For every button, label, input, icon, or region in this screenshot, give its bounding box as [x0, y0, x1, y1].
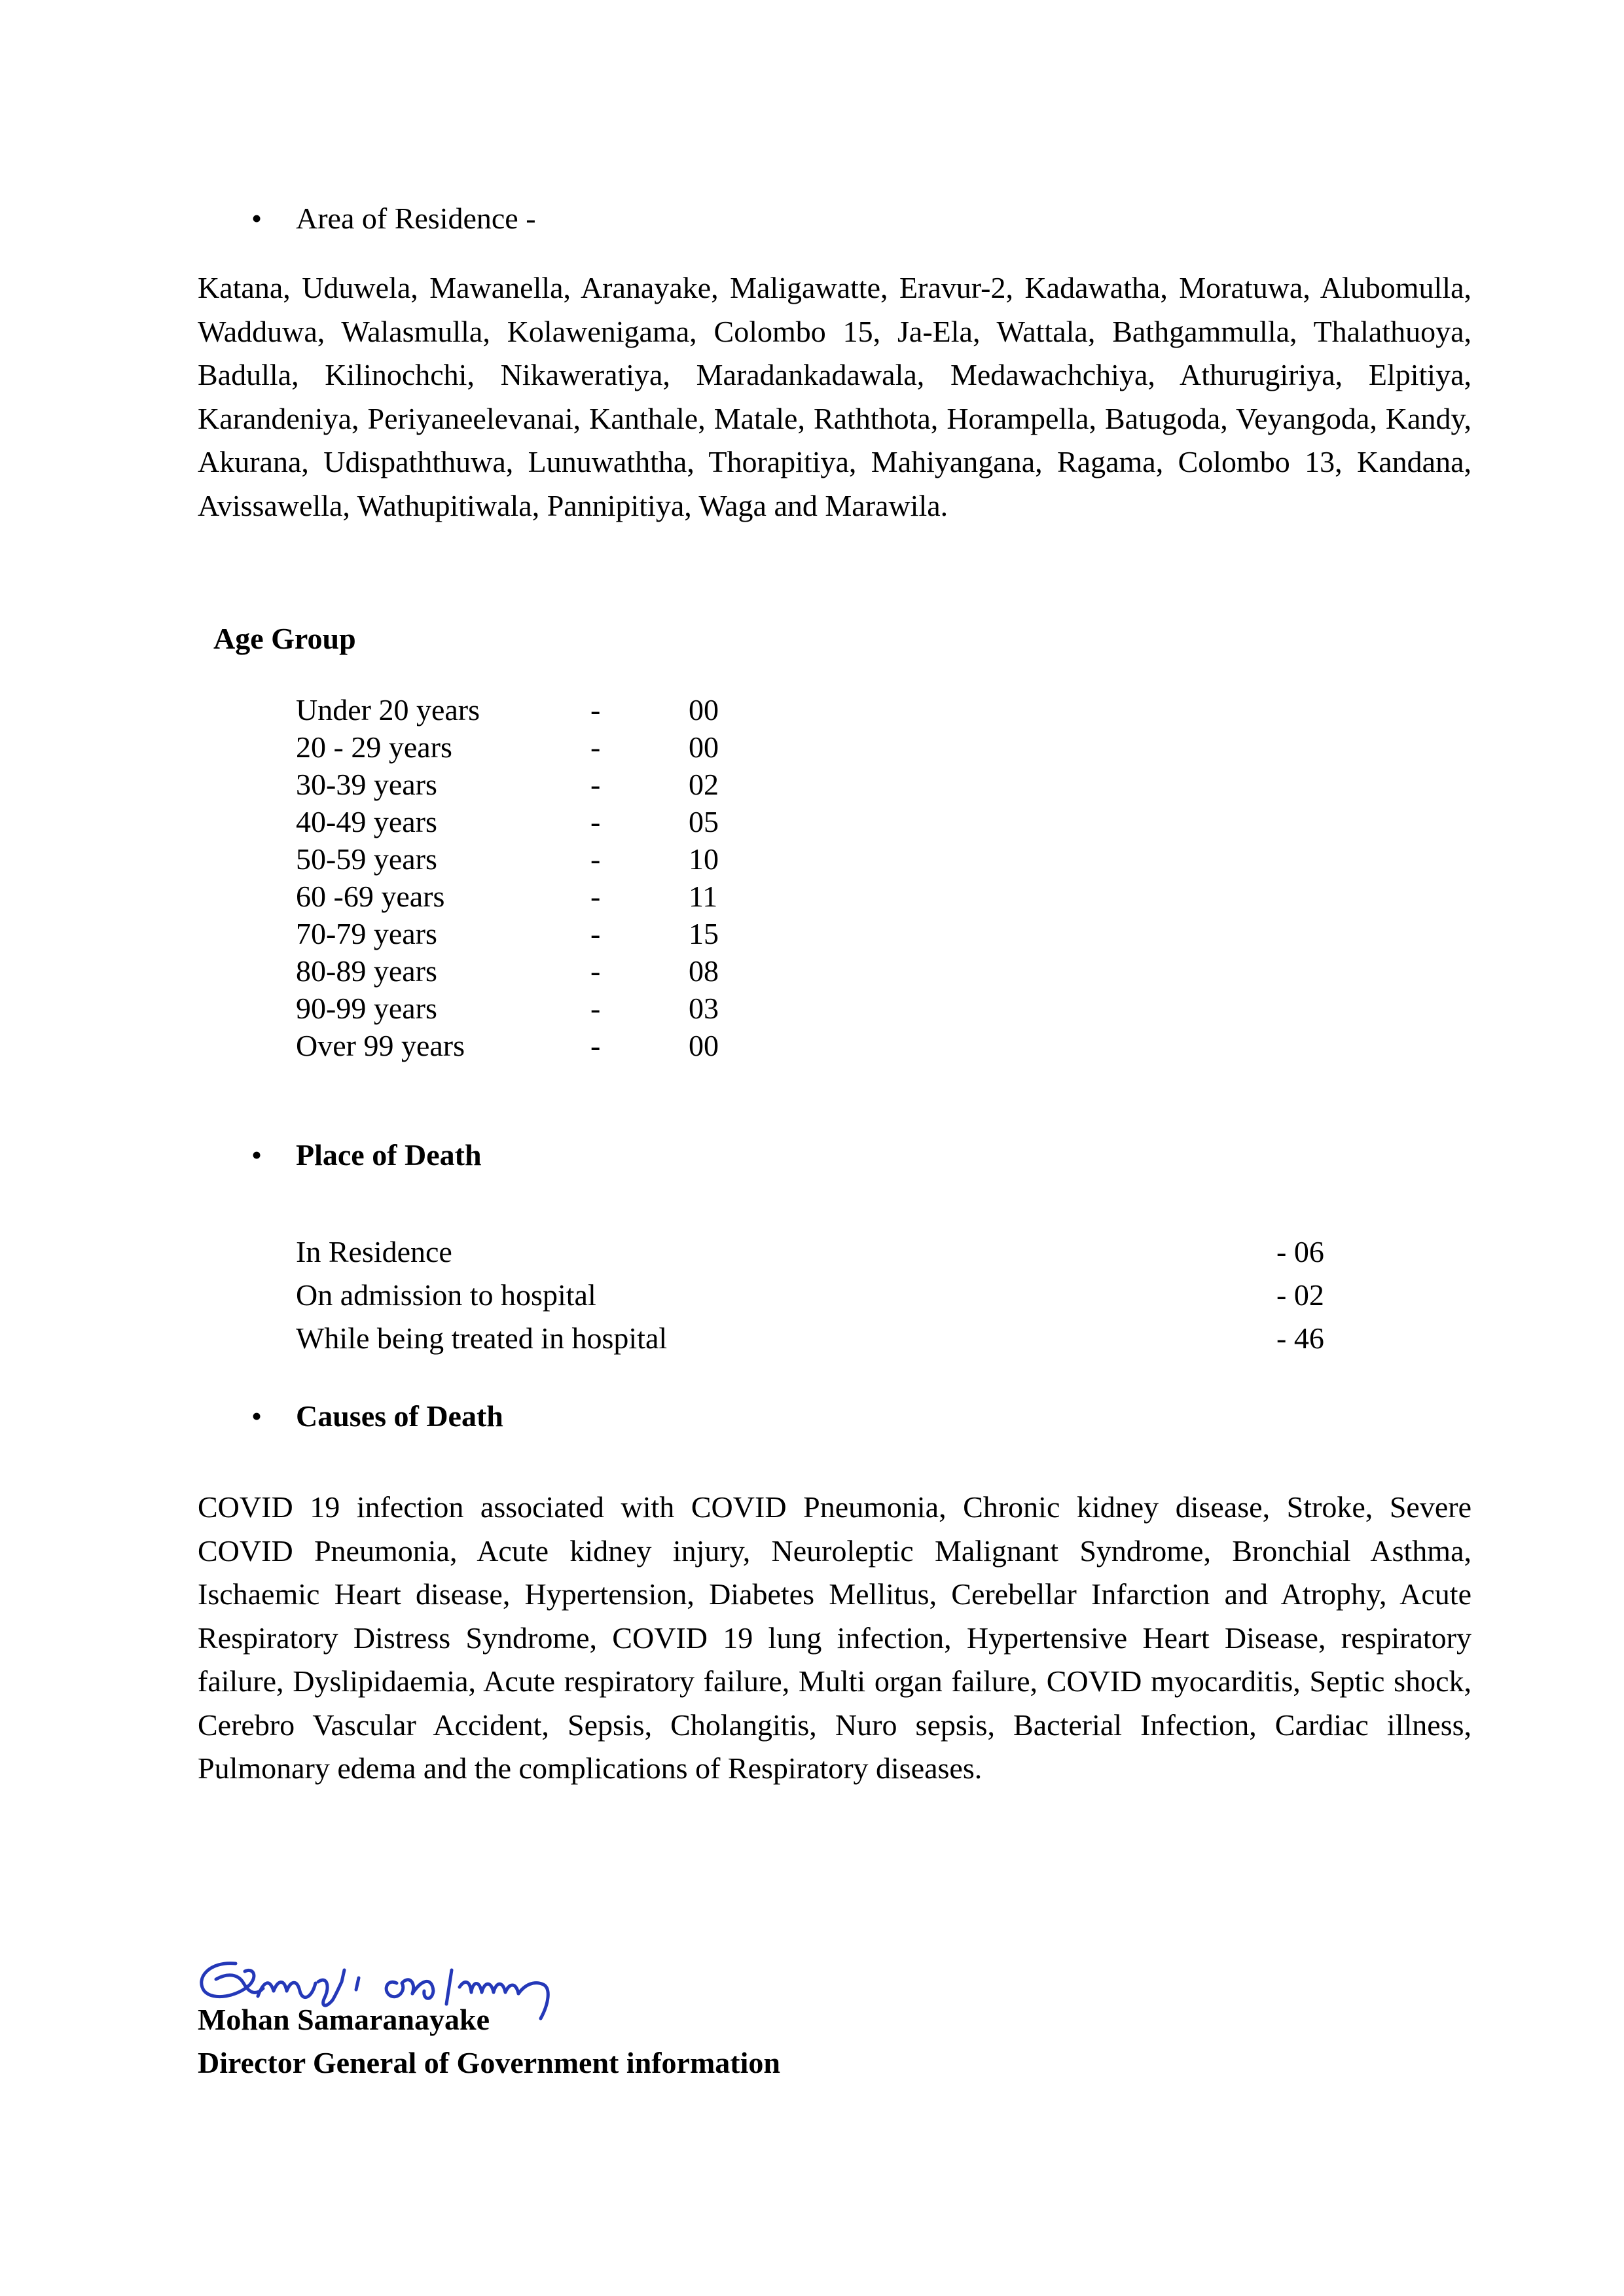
bullet-icon: • [251, 202, 262, 235]
place-of-death-heading-text: Place of Death [296, 1138, 482, 1172]
age-row [296, 915, 754, 952]
age-dash: - [590, 917, 601, 950]
age-count: 00 [689, 730, 719, 764]
age-label: 20 - 29 years [296, 730, 452, 764]
causes-of-death-heading-text: Causes of Death [296, 1399, 503, 1433]
age-dash: - [590, 730, 601, 764]
place-count: - 06 [1276, 1235, 1324, 1268]
residence-heading-text: Area of Residence - [296, 202, 536, 235]
age-count: 00 [689, 693, 719, 726]
age-dash: - [590, 954, 601, 988]
age-row [296, 766, 754, 803]
age-label: 80-89 years [296, 954, 437, 988]
place-label: In Residence [296, 1235, 452, 1268]
place-label: On admission to hospital [296, 1278, 596, 1312]
age-dash: - [590, 768, 601, 801]
age-count: 05 [689, 805, 719, 838]
age-count: 00 [689, 1029, 719, 1062]
age-label: Under 20 years [296, 693, 480, 726]
age-label: 60 -69 years [296, 880, 445, 913]
age-row [296, 728, 754, 766]
place-row [296, 1317, 1343, 1360]
signatory-name: Mohan Samaranayake [198, 2003, 490, 2036]
age-label: 90-99 years [296, 992, 437, 1025]
age-label: 70-79 years [296, 917, 437, 950]
age-count: 15 [689, 917, 719, 950]
age-label: 50-59 years [296, 842, 437, 876]
age-count: 11 [689, 880, 718, 913]
signatory-title: Director General of Government information [198, 2046, 780, 2079]
age-row [296, 878, 754, 915]
age-label: 30-39 years [296, 768, 437, 801]
age-count: 10 [689, 842, 719, 876]
age-row [296, 803, 754, 840]
age-dash: - [590, 880, 601, 913]
age-dash: - [590, 693, 601, 726]
age-row [296, 952, 754, 990]
age-count: 08 [689, 954, 719, 988]
age-label: Over 99 years [296, 1029, 465, 1062]
age-count: 02 [689, 768, 719, 801]
age-count: 03 [689, 992, 719, 1025]
age-row [296, 840, 754, 878]
age-dash: - [590, 805, 601, 838]
age-row [296, 691, 754, 728]
place-count: - 02 [1276, 1278, 1324, 1312]
residence-list-paragraph: Katana, Uduwela, Mawanella, Aranayake, Maligawatte, Eravur-2, Kadawatha, Moratuwa, Alubomulla, Wadduwa, Walasmulla, Kolawenigama, Colombo 15, Ja-Ela, Wattala, Bathgammulla, Thalathuoya, Badulla, Kilinochchi, Nikaweratiya, Maradankadawala, Medawachchiya, Athurugiriya, Elpitiya, Karandeniya, Periyaneelevanai, Kanthale, Matale, Raththota, Horampella, Batugoda, Veyangoda, Kandy, Akurana, Udispaththuwa, Lunuwaththa, Thorapitiya, Mahiyangana, Ragama, Colombo 13, Kandana, Avissawella, Wathupitiwala, Pannipitiya, Waga and Marawila. [198, 271, 1471, 522]
bullet-icon: • [251, 1399, 262, 1433]
place-count: - 46 [1276, 1321, 1324, 1355]
age-label: 40-49 years [296, 805, 437, 838]
age-group-heading: Age Group [213, 622, 356, 655]
age-dash: - [590, 1029, 601, 1062]
age-dash: - [590, 842, 601, 876]
age-dash: - [590, 992, 601, 1025]
causes-paragraph: COVID 19 infection associated with COVID Pneumonia, Chronic kidney disease, Stroke, Severe COVID Pneumonia, Acute kidney injury, Neuroleptic Malignant Syndrome, Bronchial Asthma, Ischaemic Heart disease, Hypertension, Diabetes Mellitus, Cerebellar Infarction and Atrophy, Acute Respiratory Distress Syndrome, COVID 19 lung infection, Hypertensive Heart Disease, respiratory failure, Dyslipidaemia, Acute respiratory failure, Multi organ failure, COVID myocarditis, Septic shock, Cerebro Vascular Accident, Sepsis, Cholangitis, Nuro sepsis, Bacterial Infection, Cardiac illness, Pulmonary edema and the complications of Respiratory diseases. [198, 1490, 1471, 1785]
place-row [296, 1230, 1343, 1274]
bullet-icon: • [251, 1138, 262, 1172]
place-row [296, 1274, 1343, 1317]
place-label: While being treated in hospital [296, 1321, 668, 1355]
age-row [296, 990, 754, 1027]
age-row [296, 1027, 754, 1064]
